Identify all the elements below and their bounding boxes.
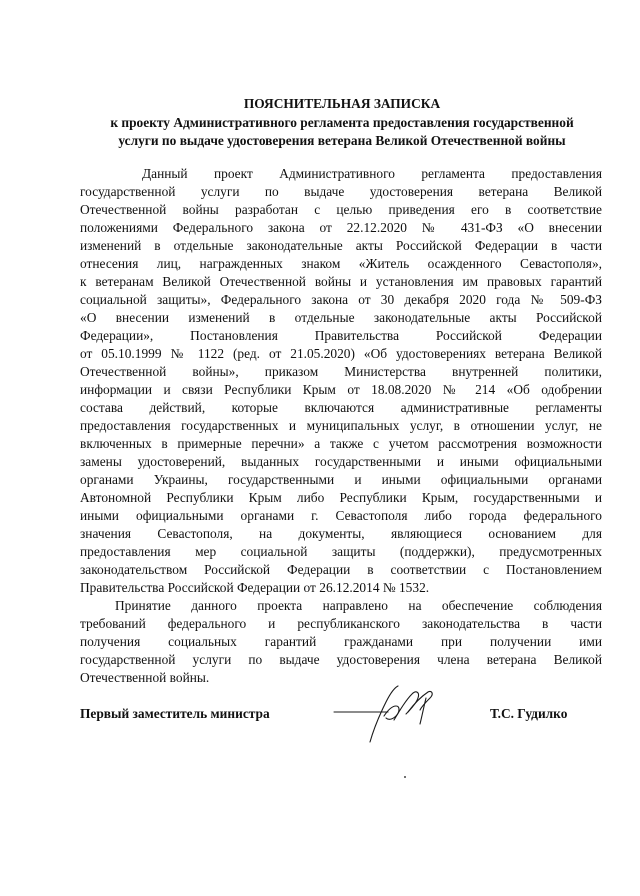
- body-line: Отечественной войны разработан с целью приведения его в соответствие: [80, 202, 602, 217]
- body-line: органами Украины, государственными и иными официальными органами: [80, 472, 602, 487]
- document-subtitle-line-2: услуги по выдаче удостоверения ветерана Великой Отечественной войны: [118, 133, 566, 148]
- body-line: требований федерального и республиканского законодательства в части: [80, 616, 602, 631]
- body-line: социальной защиты», Федерального закона от 30 декабря 2020 года № 509-ФЗ: [80, 292, 602, 307]
- body-line: отнесения лиц, награжденных знаком «Житель осажденного Севастополя»,: [80, 256, 602, 271]
- body-line: информации и связи Республики Крым от 18.08.2020 № 214 «Об одобрении: [80, 382, 602, 397]
- document-subtitle-line-1: к проекту Административного регламента предоставления государственной: [110, 115, 574, 130]
- body-line: государственной услуги по выдаче удостоверения ветерана Великой: [80, 184, 602, 199]
- body-line: Автономной Республики Крым либо Республики Крым, государственными и: [80, 490, 602, 505]
- body-line: Данный проект Административного регламента предоставления: [142, 166, 602, 181]
- body-line: положениями Федерального закона от 22.12.2020 № 431-ФЗ «О внесении: [80, 220, 602, 235]
- body-line: «О внесении изменений в отдельные законодательные акты Российской: [80, 310, 602, 325]
- body-line: законодательством Российской Федерации в соответствии с Постановлением: [80, 562, 602, 577]
- body-line: Правительства Российской Федерации от 26.12.2014 № 1532.: [80, 580, 430, 595]
- handwritten-signature: [330, 676, 450, 746]
- stray-mark: [404, 776, 406, 778]
- body-line: изменений в отдельные законодательные акты Российской Федерации в части: [80, 238, 602, 253]
- body-line: предоставления мер социальной защиты (поддержки), предусмотренных: [80, 544, 602, 559]
- body-line: состава действий, которые включаются административные регламенты: [80, 400, 602, 415]
- body-line: Отечественной войны», приказом Министерства внутренней политики,: [80, 364, 602, 379]
- body-line: иными официальными органами г. Севастополя либо города федерального: [80, 508, 602, 523]
- body-line: государственной услуги по выдаче удостоверения члена ветерана Великой: [80, 652, 602, 667]
- signatory-position: Первый заместитель министра: [80, 706, 270, 721]
- document-title: ПОЯСНИТЕЛЬНАЯ ЗАПИСКА: [243, 96, 441, 111]
- body-line: включенных в примерные перечни» а также с учетом рассмотрения возможности: [80, 436, 602, 451]
- body-line: Отечественной войны.: [80, 670, 210, 685]
- body-line: замены удостоверений, выданных государственными и иными официальными: [80, 454, 602, 469]
- body-line: к ветеранам Великой Отечественной войны и установления им правовых гарантий: [80, 274, 602, 289]
- body-line: предоставления государственных и муниципальных услуг, в отношении услуг, не: [80, 418, 602, 433]
- body-line: от 05.10.1999 № 1122 (ред. от 21.05.2020) «Об удостоверениях ветерана Великой: [80, 346, 602, 361]
- body-line: значения Севастополя, на документы, являющиеся основанием для: [80, 526, 602, 541]
- body-line: Федерации», Постановления Правительства Российской Федерации: [80, 328, 602, 343]
- signatory-name: Т.С. Гудилко: [490, 706, 568, 721]
- body-line: Принятие данного проекта направлено на обеспечение соблюдения: [115, 598, 602, 613]
- body-line: получения социальных гарантий гражданами при получении ими: [80, 634, 602, 649]
